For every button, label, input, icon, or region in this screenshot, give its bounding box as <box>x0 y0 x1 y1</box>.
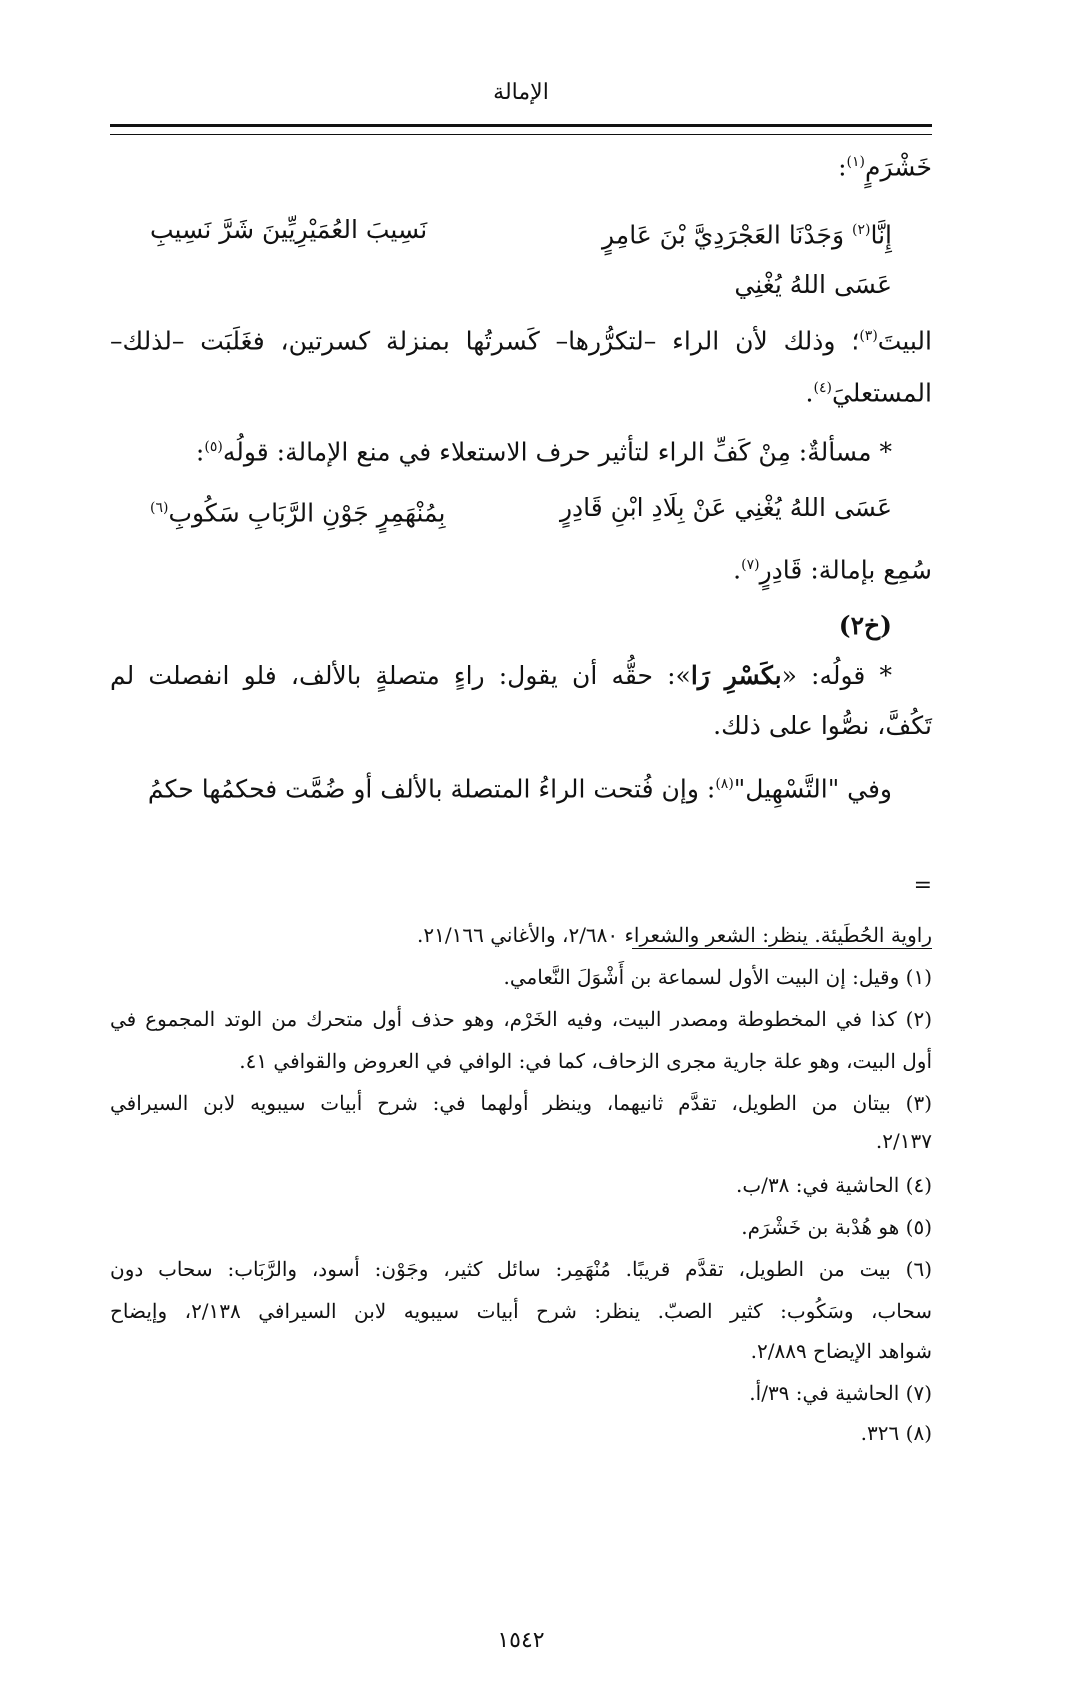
page-number: ١٥٤٢ <box>497 1628 545 1653</box>
verse-2-first-hemistich: عَسَى اللهُ يُغْنِي عَنْ بِلَادِ ابْنِ قَادِرٍ <box>559 493 892 522</box>
footnote-3-line-1: (٣) بيتان من الطويل، تقدَّم ثانيهما، وينظر أولهما في: شرح أبيات سيبويه لابن السيرافي <box>110 1091 932 1115</box>
header-rule-thick <box>110 124 932 127</box>
footnote-ref: (٧) <box>741 557 760 573</box>
footnote-ref: (٨) <box>715 776 734 792</box>
footnote-2-line-2: أول البيت، وهو علة جارية مجرى الزحاف، كما في: الوافي في العروض والقوافي ٤١. <box>239 1049 932 1073</box>
manuscript-marker: (خ٢) <box>838 611 892 640</box>
footnote-7: (٧) الحاشية في: ٣٩/أ. <box>749 1381 932 1405</box>
footnote-ref: (٦) <box>150 500 169 516</box>
footnote-ref: (٤) <box>813 380 832 396</box>
footnote-1: (١) وقيل: إن البيت الأول لسماعة بن أَشْوَلَ النَّعامي. <box>503 965 932 989</box>
text-line-8: سُمِع بإمالة: قَادِرٍ$^{(٧)}$. <box>733 555 932 585</box>
text-line-10: * قولُه: «بكَسْرِ رَا»: حقُّه أن يقول: راءٍ متصلةٍ بالألف، فلو انفصلت لم <box>110 661 892 690</box>
footnote-ref: (٢) <box>852 222 871 238</box>
text-line-1: خَشْرَمٍ$^{(١)}$: <box>838 152 932 182</box>
footnote-6-line-3: شواهد الإيضاح ٢/٨٨٩. <box>750 1339 932 1363</box>
footnote-2-line-1: (٢) كذا في المخطوطة ومصدر البيت، وفيه الخَرْم، وهو حذف أول متحرك من الوتد المجموع في <box>110 1007 932 1031</box>
verse-2-second-hemistich: بِمُنْهَمِرٍ جَوْنِ الرَّبَابِ سَكُوبِ$^{(٦)}$ <box>150 498 446 528</box>
verse-1-first-hemistich: إِنَّا$^{(٢)}$ وَجَدْنَا العَجْرَدِيَّ بْنَ عَامِرٍ <box>602 220 892 250</box>
verse-1-second-hemistich: نَسِيبَ العُمَيْرِيِّينَ شَرَّ نَسِيبِ <box>150 215 428 244</box>
footnote-ref: (٥) <box>204 439 223 455</box>
running-head: الإمالة <box>493 80 549 105</box>
text-line-12: وفي "التَّسْهِيل"$^{(٨)}$: وإن فُتحت الراءُ المتصلة بالألف أو ضُمَّت فحكمُها حكمُ <box>147 774 892 804</box>
footnote-ref: (١) <box>846 154 865 170</box>
footnote-8: (٨) ٣٢٦. <box>860 1421 932 1445</box>
footnote-6-line-2: سحاب، وسَكُوب: كثير الصبّ. ينظر: شرح أبيات سيبويه لابن السيرافي ٢/١٣٨، وإيضاح <box>110 1299 933 1323</box>
footnote-3-line-2: ٢/١٣٧. <box>875 1129 932 1153</box>
text-line-4: البيتَ$^{(٣)}$؛ وذلك لأن الراء –لتكرُّرها– كَسرتُها بمنزلة كسرتين، فغَلَبَت –لذلك– <box>110 326 932 356</box>
text-line-11: تَكُفَّ، نصُّوا على ذلك. <box>713 711 932 740</box>
footnote-5: (٥) هو هُدْبة بن خَشْرَم. <box>741 1215 932 1239</box>
header-rule-thin <box>110 134 932 135</box>
footnote-4: (٤) الحاشية في: ٣٨/ب. <box>736 1173 932 1197</box>
footnote-continued: راوية الحُطَيئة. ينظر: الشعر والشعراء ٢/٦٨٠، والأغاني ٢١/١٦٦. <box>417 923 932 947</box>
footnote-ref: (٣) <box>859 328 878 344</box>
text-line-6: * مسألةٌ: مِنْ كَفِّ الراء لتأثير حرف الاستعلاء في منع الإمالة: قولُه$^{(٥)}$: <box>195 437 892 467</box>
footnote-6-line-1: (٦) بيت من الطويل، تقدَّم قريبًا. مُنْهَمِر: سائل كثير، وجَوْن: أسود، والرَّبَاب: سحاب دون <box>110 1257 932 1281</box>
footnote-continuation-mark: = <box>913 873 932 898</box>
quoted-term: بكَسْرِ رَا <box>690 661 782 690</box>
verse-1-continuation: عَسَى اللهُ يُغْنِي <box>734 270 892 299</box>
text-line-5: المستعليَ$^{(٤)}$. <box>805 378 932 408</box>
